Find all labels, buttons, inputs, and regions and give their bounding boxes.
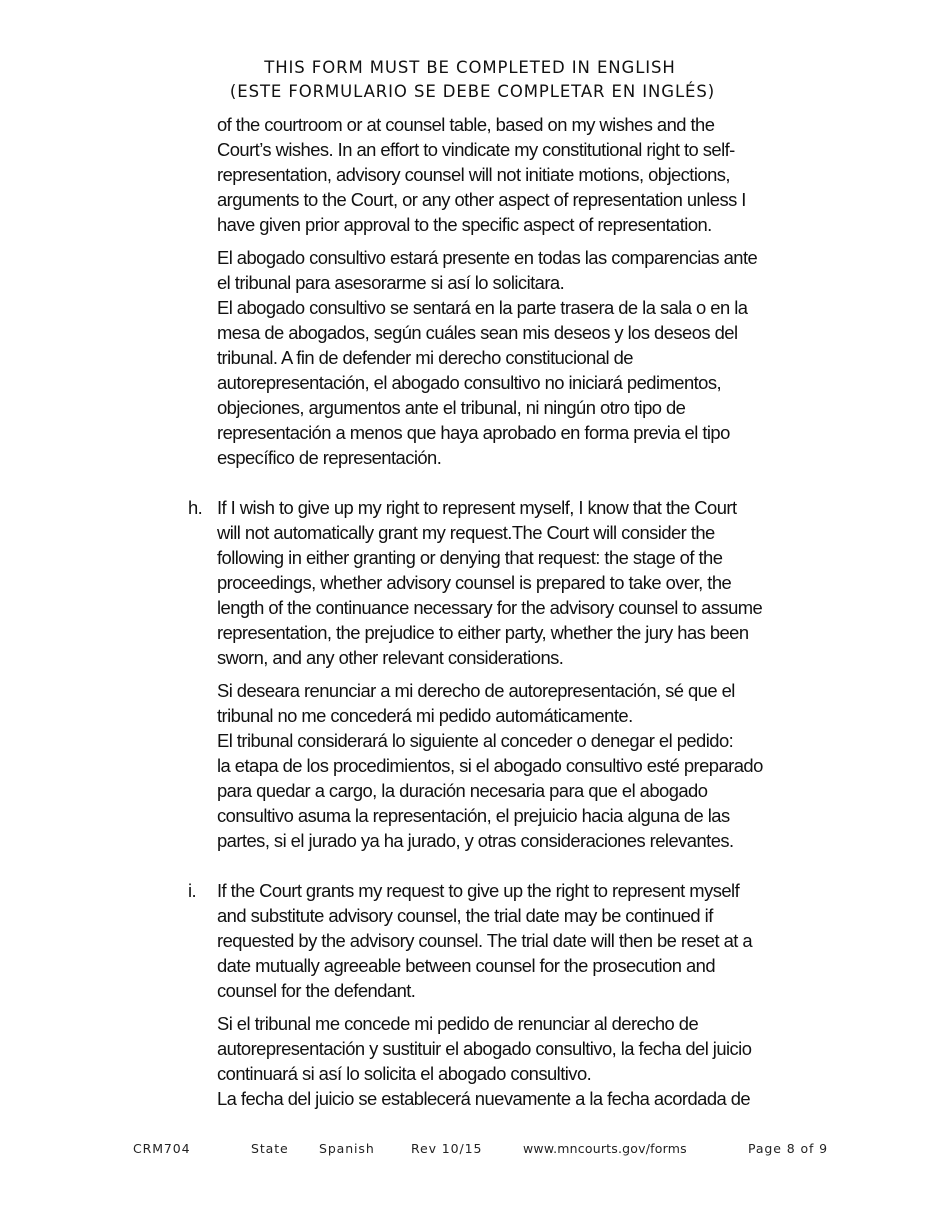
text-line: Si el tribunal me concede mi pedido de renunciar al derecho de bbox=[217, 1013, 699, 1034]
text-line: La fecha del juicio se establecerá nuevamente a la fecha acordada de bbox=[217, 1088, 751, 1109]
form-body bbox=[188, 112, 849, 1111]
footer-language: Spanish bbox=[319, 1141, 375, 1156]
text-line: counsel for the defendant. bbox=[217, 980, 416, 1001]
text-line: el tribunal para asesorarme si así lo solicitara. bbox=[217, 272, 565, 293]
text-line: partes, si el jurado ya ha jurado, y otras consideraciones relevantes. bbox=[217, 830, 734, 851]
item-i-spanish-text bbox=[217, 1011, 849, 1111]
text-line: autorepresentación, el abogado consultivo no iniciará pedimentos, bbox=[217, 372, 722, 393]
text-line: sworn, and any other relevant considerations. bbox=[217, 647, 564, 668]
text-line: consultivo asuma la representación, el prejuicio hacia alguna de las bbox=[217, 805, 730, 826]
text-line: específico de representación. bbox=[217, 447, 442, 468]
item-i-english-text bbox=[217, 878, 849, 1003]
list-marker-i: i. bbox=[188, 880, 197, 901]
list-marker-h: h. bbox=[188, 497, 203, 518]
text-line: representation, the prejudice to either party, whether the jury has been bbox=[217, 622, 749, 643]
text-line: length of the continuance necessary for the advisory counsel to assume bbox=[217, 597, 763, 618]
text-line: tribunal. A fin de defender mi derecho constitucional de bbox=[217, 347, 633, 368]
text-line: and substitute advisory counsel, the trial date may be continued if bbox=[217, 905, 713, 926]
text-line: objeciones, argumentos ante el tribunal, ni ningún otro tipo de bbox=[217, 397, 686, 418]
text-line: El abogado consultivo se sentará en la parte trasera de la sala o en la bbox=[217, 297, 748, 318]
continuation-paragraph bbox=[217, 112, 849, 470]
text-line: proceedings, whether advisory counsel is prepared to take over, the bbox=[217, 572, 732, 593]
header-english-notice: THIS FORM MUST BE COMPLETED IN ENGLISH bbox=[264, 58, 676, 77]
text-line: El abogado consultivo estará presente en todas las comparencias ante bbox=[217, 247, 758, 268]
footer-form-code: CRM704 bbox=[133, 1141, 191, 1156]
text-line: arguments to the Court, or any other aspect of representation unless I bbox=[217, 189, 746, 210]
text-line: have given prior approval to the specific aspect of representation. bbox=[217, 214, 712, 235]
list-item-h bbox=[188, 495, 849, 853]
text-line: mesa de abogados, según cuáles sean mis deseos y los deseos del bbox=[217, 322, 738, 343]
text-line: representation, advisory counsel will not initiate motions, objections, bbox=[217, 164, 730, 185]
header-spanish-notice: (ESTE FORMULARIO SE DEBE COMPLETAR EN INGLÉS) bbox=[229, 82, 716, 101]
text-line: representación a menos que haya aprobado en forma previa el tipo bbox=[217, 422, 730, 443]
text-line: If the Court grants my request to give up the right to represent myself bbox=[217, 880, 740, 901]
text-line: Court’s wishes. In an effort to vindicate my constitutional right to self- bbox=[217, 139, 735, 160]
form-footer bbox=[0, 1141, 950, 1161]
text-line: El tribunal considerará lo siguiente al conceder o denegar el pedido: bbox=[217, 730, 734, 751]
text-line: continuará si así lo solicita el abogado consultivo. bbox=[217, 1063, 592, 1084]
text-line: following in either granting or denying that request: the stage of the bbox=[217, 547, 723, 568]
text-line: tribunal no me concederá mi pedido automáticamente. bbox=[217, 705, 633, 726]
text-line: If I wish to give up my right to represent myself, I know that the Court bbox=[217, 497, 737, 518]
text-line: la etapa de los procedimientos, si el abogado consultivo esté preparado bbox=[217, 755, 763, 776]
text-line: will not automatically grant my request.The Court will consider the bbox=[217, 522, 715, 543]
footer-page-number: Page 8 of 9 bbox=[748, 1141, 829, 1156]
footer-jurisdiction: State bbox=[251, 1141, 289, 1156]
text-line: Si deseara renunciar a mi derecho de autorepresentación, sé que el bbox=[217, 680, 735, 701]
text-line: requested by the advisory counsel. The trial date will then be reset at a bbox=[217, 930, 753, 951]
text-line: of the courtroom or at counsel table, based on my wishes and the bbox=[217, 114, 715, 135]
footer-revision: Rev 10/15 bbox=[411, 1141, 483, 1156]
text-line: date mutually agreeable between counsel for the prosecution and bbox=[217, 955, 716, 976]
continuation-english-text bbox=[217, 112, 849, 237]
form-header bbox=[0, 56, 950, 104]
text-line: autorepresentación y sustituir el abogado consultivo, la fecha del juicio bbox=[217, 1038, 752, 1059]
footer-forms-url: www.mncourts.gov/forms bbox=[523, 1141, 687, 1156]
item-h-spanish-text bbox=[217, 678, 849, 853]
continuation-spanish-text bbox=[217, 245, 849, 470]
item-h-english-text bbox=[217, 495, 849, 670]
text-line: para quedar a cargo, la duración necesaria para que el abogado bbox=[217, 780, 708, 801]
list-item-i bbox=[188, 878, 849, 1111]
